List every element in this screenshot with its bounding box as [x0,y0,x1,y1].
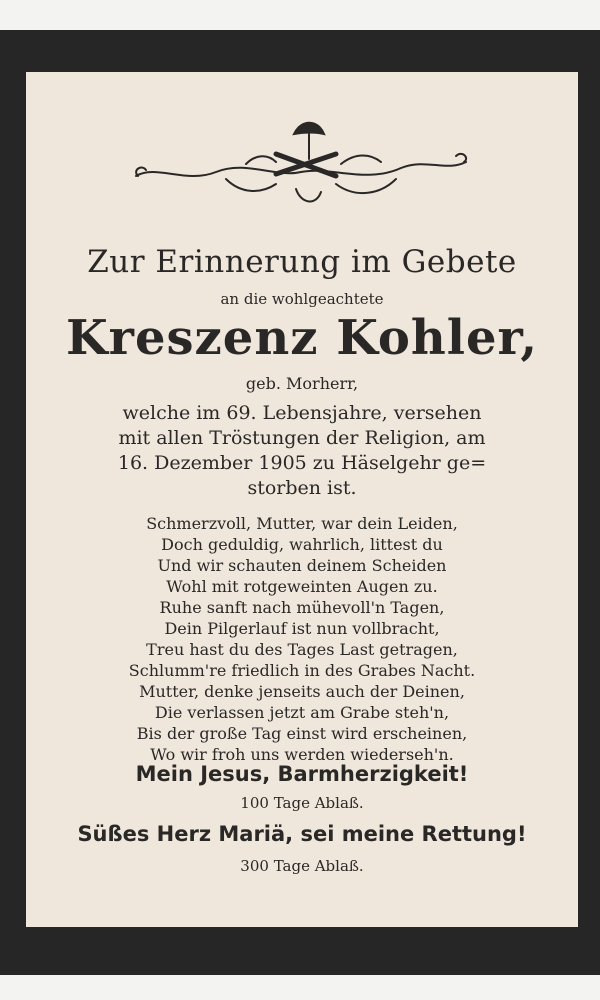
prayer-jesus: Mein Jesus, Barmherzigkeit! [135,762,469,786]
floral-cross-ornament-icon [126,114,476,219]
poem-line: Schlumm're friedlich in des Grabes Nacht. [128,661,476,680]
indulgence-text: 300 Tage Ablaß. [240,857,364,875]
card-subheading: an die wohlgeachtete [220,290,384,308]
deceased-name: Kreszenz Kohler, [65,310,539,366]
memorial-card [26,72,578,927]
maiden-name: geb. Morherr, [245,374,359,393]
poem-line: Ruhe sanft nach mühevoll'n Tagen, [159,598,445,617]
poem-line: Treu hast du des Tages Last getragen, [146,640,458,659]
poem-line: Dein Pilgerlauf ist nun vollbracht, [164,619,440,638]
poem-line: Wohl mit rotgeweinten Augen zu. [166,577,438,596]
body-line: 16. Dezember 1905 zu Häselgehr ge= [117,452,487,474]
body-line: welche im 69. Lebensjahre, versehen [122,402,482,424]
prayer-mary: Süßes Herz Mariä, sei meine Rettung! [77,822,527,846]
poem-line: Doch geduldig, wahrlich, littest du [161,535,443,554]
poem-line: Die verlassen jetzt am Grabe steh'n, [154,703,450,722]
poem-line: Wo wir froh uns werden wiederseh'n. [150,745,454,764]
card-heading: Zur Erinnerung im Gebete [87,244,517,280]
poem-line: Mutter, denke jenseits auch der Deinen, [139,682,465,701]
poem-line: Schmerzvoll, Mutter, war dein Leiden, [146,514,458,533]
poem-line: Bis der große Tag einst wird erscheinen, [136,724,468,743]
body-line: mit allen Tröstungen der Religion, am [118,427,486,449]
body-line: storben ist. [247,477,357,499]
indulgence-text: 100 Tage Ablaß. [240,794,364,812]
poem-line: Und wir schauten deinem Scheiden [157,556,447,575]
